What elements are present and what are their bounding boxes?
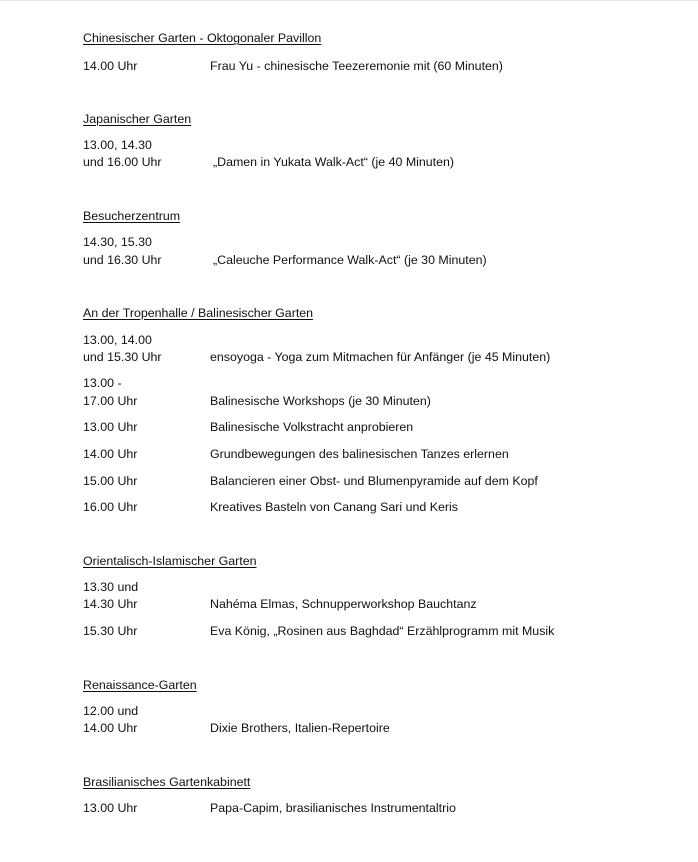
entry-description: Kreatives Basteln von Canang Sari und Keris xyxy=(210,500,458,514)
page-top-border xyxy=(0,0,698,1)
entry-description: Eva König, „Rosinen aus Baghdad“ Erzählprogramm mit Musik xyxy=(210,624,555,638)
entry-time: 15.30 Uhr xyxy=(83,624,138,638)
entry-description: „Caleuche Performance Walk-Act“ (je 30 Minuten) xyxy=(213,253,487,267)
entry-description: Frau Yu - chinesische Teezeremonie mit (60 Minuten) xyxy=(210,59,503,73)
section-heading-besucherzentrum: Besucherzentrum xyxy=(83,209,181,223)
entry-description: „Damen in Yukata Walk-Act“ (je 40 Minuten) xyxy=(213,155,455,169)
entry-time-line2: und 15.30 Uhr xyxy=(83,350,162,364)
entry-description: ensoyoga - Yoga zum Mitmachen für Anfänger (je 45 Minuten) xyxy=(210,350,551,364)
entry-time-line1: 14.30, 15.30 xyxy=(83,235,152,249)
entry-time: 15.00 Uhr xyxy=(83,474,138,488)
entry-time: 14.00 Uhr xyxy=(83,59,138,73)
entry-time: 13.00 Uhr xyxy=(83,420,138,434)
entry-time-line1: 13.00, 14.00 xyxy=(83,333,152,347)
section-heading-japanischer-garten: Japanischer Garten xyxy=(83,112,192,126)
section-heading-chinesischer-garten: Chinesischer Garten - Oktogonaler Pavillon xyxy=(83,31,322,45)
section-heading-renaissance-garten: Renaissance-Garten xyxy=(83,678,197,692)
entry-description: Balinesische Workshops (je 30 Minuten) xyxy=(210,394,431,408)
entry-description: Balancieren einer Obst- und Blumenpyramide auf dem Kopf xyxy=(210,474,538,488)
entry-time-line2: 14.30 Uhr xyxy=(83,597,138,611)
section-heading-tropenhalle-balinesischer-garten: An der Tropenhalle / Balinesischer Garten xyxy=(83,306,314,320)
entry-time-line2: 17.00 Uhr xyxy=(83,394,138,408)
entry-description: Papa-Capim, brasilianisches Instrumentaltrio xyxy=(210,801,456,815)
entry-time-line1: 13.00, 14.30 xyxy=(83,138,152,152)
entry-description: Nahéma Elmas, Schnupperworkshop Bauchtanz xyxy=(210,597,477,611)
entry-description: Balinesische Volkstracht anprobieren xyxy=(210,420,414,434)
entry-time-line2: und 16.30 Uhr xyxy=(83,253,162,267)
entry-time-line1: 13.30 und xyxy=(83,580,139,594)
entry-time: 16.00 Uhr xyxy=(83,500,138,514)
entry-time: 14.00 Uhr xyxy=(83,447,138,461)
entry-description: Grundbewegungen des balinesischen Tanzes erlernen xyxy=(210,447,509,461)
entry-time-line1: 13.00 - xyxy=(83,376,122,390)
entry-time-line2: und 16.00 Uhr xyxy=(83,155,162,169)
section-heading-orientalisch-islamischer-garten: Orientalisch-Islamischer Garten xyxy=(83,554,257,568)
entry-time-line2: 14.00 Uhr xyxy=(83,721,138,735)
entry-time: 13.00 Uhr xyxy=(83,801,138,815)
entry-time-line1: 12.00 und xyxy=(83,704,139,718)
entry-description: Dixie Brothers, Italien-Repertoire xyxy=(210,721,390,735)
section-heading-brasilianisches-gartenkabinett: Brasilianisches Gartenkabinett xyxy=(83,775,251,789)
